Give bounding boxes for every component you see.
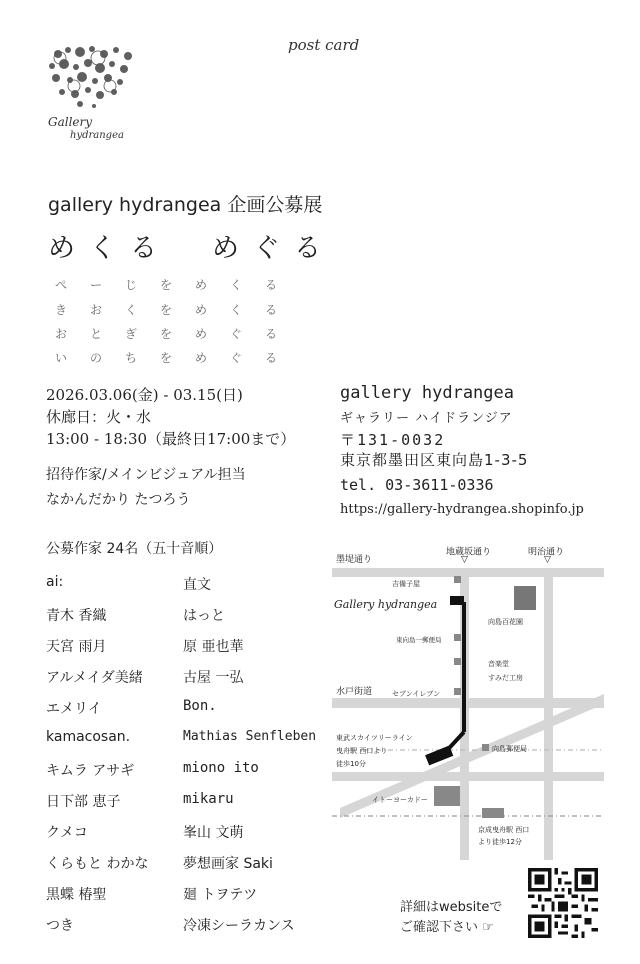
- gallery-marker: [450, 596, 464, 605]
- artist-name: ai:: [46, 574, 64, 590]
- artist-name: 原 亜也華: [183, 639, 244, 655]
- artist-name: キムラ アサギ: [46, 763, 135, 779]
- artist-name: 廻 トヲテツ: [183, 887, 258, 903]
- map-label: 明治通り: [528, 547, 565, 558]
- main-title: めくる めぐる: [48, 233, 335, 264]
- artist-name: Mathias Senfleben: [183, 729, 317, 744]
- poem-line-4: い の ち を め ぐ る: [55, 351, 278, 365]
- artist-name: 日下部 恵子: [46, 794, 121, 810]
- event-title: gallery hydrangea 企画公募展: [48, 194, 323, 216]
- map-label: 東武スカイツリーライン: [336, 734, 413, 742]
- svg-text:▽: ▽: [461, 555, 468, 565]
- hyakkaen-block: [514, 586, 536, 610]
- artist-name: クメコ: [46, 825, 88, 841]
- artist-name: 冷凍シーラカンス: [183, 918, 295, 934]
- map-label: 東向島一郵便局: [396, 636, 442, 644]
- artist-name: 峯山 文萌: [183, 825, 244, 841]
- map-label: 墨堤通り: [336, 555, 373, 565]
- event-dates: 2026.03.06(金) - 03.15(日): [46, 386, 243, 404]
- opening-hours: 13:00 - 18:30（最終日17:00まで）: [46, 430, 296, 448]
- map-label: 地蔵坂通り: [446, 547, 492, 558]
- artist-name: 直文: [183, 577, 211, 593]
- telephone: tel. 03-3611-0336: [340, 476, 494, 494]
- map-label: Gallery hydrangea: [334, 598, 438, 611]
- artist-name: 青木 香織: [46, 608, 107, 624]
- artist-name: Bon.: [183, 698, 217, 714]
- access-map: [332, 546, 604, 862]
- website-link[interactable]: https://gallery-hydrangea.shopinfo.jp: [340, 502, 584, 517]
- map-label: すみだ工房: [488, 674, 523, 682]
- gallery-name: gallery hydrangea: [340, 383, 514, 403]
- map-label: 向島百花園: [488, 618, 523, 626]
- artist-name: くらもと わかな: [46, 856, 149, 872]
- invited-artist: なかんだかり たつろう: [46, 492, 191, 508]
- map-label: セブンイレブン: [392, 690, 441, 698]
- artist-name: miono ito: [183, 760, 259, 776]
- logo-text-1: Gallery: [48, 115, 93, 129]
- postal-code: 〒131-0032: [340, 431, 446, 449]
- artist-name: mikaru: [183, 791, 234, 807]
- detail-note-1: 詳細はwebsiteで: [400, 900, 503, 915]
- map-label: イトーヨーカドー: [372, 796, 428, 804]
- postcard-label: post card: [288, 36, 360, 54]
- artist-name: はっと: [183, 608, 225, 624]
- logo-text-2: hydrangea: [70, 130, 124, 140]
- svg-text:▽: ▽: [544, 555, 551, 565]
- artist-name: 黒蝶 椿聖: [46, 887, 107, 903]
- detail-note-2: ご確認下さい ☞: [400, 920, 494, 935]
- map-label: 音楽堂: [488, 660, 509, 668]
- map-label: 吉備子屋: [392, 580, 420, 588]
- address: 東京都墨田区東向島1-3-5: [340, 451, 529, 469]
- map-label: 京成曳舟駅 西口: [478, 826, 530, 834]
- artist-name: アルメイダ美緒: [46, 670, 143, 686]
- artist-name: 夢想画家 Saki: [183, 856, 273, 872]
- open-call-label: 公募作家 24名（五十音順）: [46, 541, 223, 557]
- qr-code[interactable]: [528, 868, 598, 938]
- map-label: 徒歩10分: [336, 760, 366, 768]
- gallery-logo: [40, 40, 140, 140]
- artist-name: 天宮 雨月: [46, 639, 107, 655]
- artist-name: つき: [46, 918, 74, 934]
- poem-line-2: き お く を め く る: [55, 303, 278, 317]
- map-label: 水戸街道: [336, 687, 373, 697]
- gallery-kana: ギャラリー ハイドランジア: [340, 411, 513, 426]
- map-label: より徒歩12分: [478, 838, 522, 846]
- invited-label: 招待作家/メインビジュアル担当: [46, 467, 246, 483]
- artist-name: エメリイ: [46, 701, 102, 717]
- map-label: 向島郵便局: [492, 745, 527, 753]
- map-label: 曳舟駅 西口より: [336, 747, 388, 755]
- poem-line-1: ぺ ー じ を め く る: [55, 278, 278, 292]
- poem-line-3: お と ぎ を め ぐ る: [55, 327, 278, 341]
- artist-name: kamacosan.: [46, 729, 131, 745]
- artist-name: 古屋 一弘: [183, 670, 244, 686]
- closed-days: 休廊日：火・水: [46, 408, 152, 426]
- itoyokado-block: [434, 786, 460, 806]
